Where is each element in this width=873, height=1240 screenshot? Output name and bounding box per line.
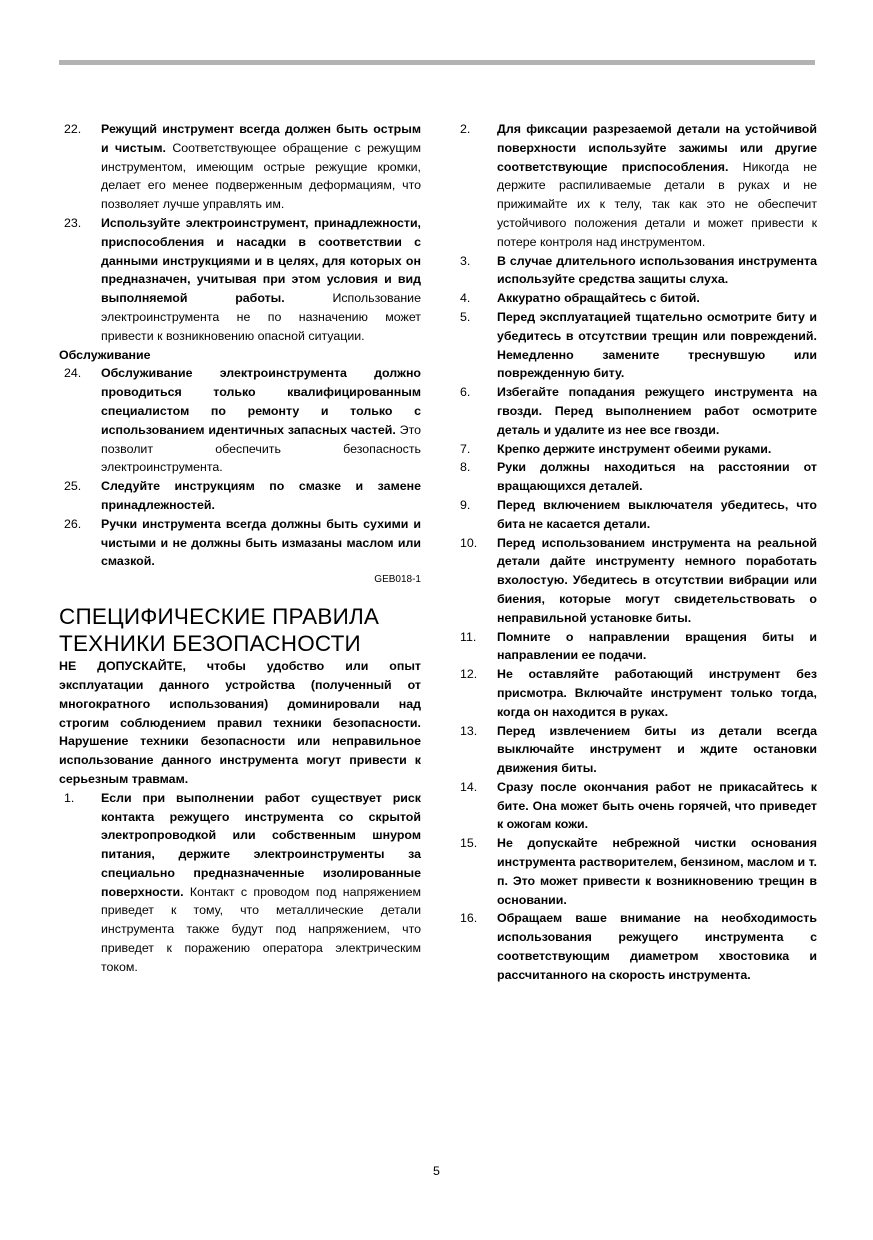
item-bold-text: Помните о направлении вращения биты и направлении ее подачи. — [497, 629, 817, 663]
item-bold-text: Избегайте попадания режущего инструмента на гвозди. Перед выполнением работ осмотрите деталь и удалите из нее все гвозди. — [497, 385, 817, 437]
item-number: 13. — [460, 723, 478, 738]
item-number: 5. — [460, 309, 471, 324]
item-bold-text: Крепко держите инструмент обеими руками. — [497, 441, 772, 456]
list-item — [455, 534, 817, 628]
item-number: 15. — [460, 836, 478, 851]
item-number: 12. — [460, 667, 478, 682]
item-bold-text: Не оставляйте работающий инструмент без присмотра. Включайте инструмент только тогда, когда он находится в руках. — [497, 667, 817, 719]
item-text — [101, 515, 421, 571]
item-normal-text: Соответствующее обращение с режущим инструментом, имеющим острые режущие кромки, делает его менее подверженным деформациям, что позволяет лучше управлять им. — [101, 140, 421, 212]
item-list-a — [59, 120, 421, 346]
item-number: 11. — [460, 629, 477, 644]
item-text — [497, 628, 817, 666]
item-normal-text: Контакт с проводом под напряжением приведет к тому, что металлические детали инструмента также будут под напряжением, что приведет к поражению оператора электрическим током. — [101, 884, 421, 974]
item-bold-text: Если при выполнении работ существует риск контакта режущего инструмента со скрытой электропроводкой или собственным шнуром питания, держите электроинструменты за специально предназначенные изолированные поверхности. — [101, 790, 421, 899]
list-item — [455, 383, 817, 439]
item-bold-text: Сразу после окончания работ не прикасайтесь к бите. Она может быть очень горячей, что приведет к ожогам кожи. — [497, 779, 817, 832]
item-number: 4. — [460, 291, 471, 306]
left-column — [59, 120, 421, 977]
list-item — [455, 496, 817, 534]
item-text — [101, 214, 421, 346]
list-item — [455, 289, 817, 308]
subheading-maintenance: Обслуживание — [59, 347, 151, 362]
item-bold-text: Не допускайте небрежной чистки основания инструмента растворителем, бензином, маслом и т. п. Это может привести к возникновению трещин в основании. — [497, 836, 817, 907]
list-item — [59, 120, 421, 214]
item-number: 1. — [64, 790, 75, 805]
list-item — [455, 440, 817, 459]
item-bold-text: Аккуратно обращайтесь с битой. — [497, 291, 700, 306]
list-item — [59, 477, 421, 515]
item-bold-text: Обслуживание электроинструмента должно проводиться только квалифицированным специалистом по ремонту и только с использованием идентичных запасных частей. — [101, 366, 421, 437]
item-text — [497, 120, 817, 252]
item-text — [497, 383, 817, 439]
item-text — [497, 252, 817, 290]
section-title-line-2: ТЕХНИКИ БЕЗОПАСНОСТИ — [59, 631, 361, 657]
list-item — [455, 834, 817, 909]
item-number: 2. — [460, 122, 471, 136]
list-item — [455, 308, 817, 383]
item-text — [497, 778, 817, 834]
item-text — [101, 364, 421, 477]
item-number: 10. — [460, 535, 478, 550]
list-item — [59, 789, 421, 977]
item-bold-text: Ручки инструмента всегда должны быть сухими и чистыми и не должны быть измазаны маслом или смазкой. — [101, 516, 421, 569]
item-number: 3. — [460, 253, 471, 268]
item-bold-text: Для фиксации разрезаемой детали на устойчивой поверхности используйте зажимы или другие соответствующие приспособления. — [497, 122, 817, 174]
item-text — [101, 477, 421, 515]
item-number: 24. — [64, 366, 82, 381]
item-number: 6. — [460, 385, 471, 400]
list-item — [59, 364, 421, 477]
section-title — [59, 603, 421, 657]
item-bold-text: Перед включением выключателя убедитесь, что бита не касается детали. — [497, 497, 817, 531]
item-number: 8. — [460, 460, 471, 475]
item-text — [497, 909, 817, 984]
list-item — [455, 778, 817, 834]
item-text — [497, 665, 817, 721]
top-rule — [59, 60, 815, 65]
intro-paragraph: НЕ ДОПУСКАЙТЕ, чтобы удобство или опыт эксплуатации данного устройства (полученный от многократного использования) доминировали над строгим соблюдением правил техники безопасности. Нарушение техники безопасности или неправильное использование данного инструмента могут привести к серьезным травмам. — [59, 659, 421, 786]
item-number: 26. — [64, 516, 82, 531]
list-item — [455, 458, 817, 496]
document-code: GEB018-1 — [374, 574, 421, 586]
list-item — [455, 628, 817, 666]
item-bold-text: В случае длительного использования инструмента используйте средства защиты слуха. — [497, 253, 817, 287]
item-normal-text: Использование электроинструмента не по назначению может привести к возникновению опасной ситуации. — [101, 291, 421, 343]
item-text — [497, 440, 817, 459]
list-item — [59, 515, 421, 571]
item-number: 7. — [460, 441, 471, 456]
item-normal-text: Это позволит обеспечить безопасность электроинструмента. — [101, 422, 422, 475]
item-normal-text: Никогда не держите распиливаемые детали в руках и не прижимайте их к телу, так как это не обеспечит устойчивого положения детали и может привести к потере контроля над инструментом. — [497, 159, 817, 249]
item-number: 14. — [460, 779, 478, 794]
list-item — [455, 722, 817, 778]
item-bold-text: Используйте электроинструмент, принадлежности, приспособления и насадки в соответствии с данными инструкциями и в целях, для которых он предназначен, учитывая при этом условия и вид выполняемой работы. — [101, 215, 421, 306]
item-number: 23. — [64, 215, 82, 230]
item-list-c — [59, 789, 421, 977]
item-text — [497, 722, 817, 778]
right-column — [455, 120, 817, 985]
item-number: 16. — [460, 911, 478, 926]
list-item — [59, 214, 421, 346]
item-number: 25. — [64, 479, 82, 494]
item-text — [497, 458, 817, 496]
list-item — [455, 252, 817, 290]
section-title-line-1: СПЕЦИФИЧЕСКИЕ ПРАВИЛА — [59, 604, 380, 630]
item-bold-text: Режущий инструмент всегда должен быть острым и чистым. — [101, 122, 421, 155]
item-bold-text: Руки должны находиться на расстоянии от вращающихся деталей. — [497, 460, 817, 494]
item-bold-text: Перед использованием инструмента на реальной детали дайте инструменту немного поработать вхолостую. Убедитесь в отсутствии вибрации или биения, которые могут свидетельствовать о неправильной установке биты. — [497, 535, 817, 625]
item-bold-text: Перед эксплуатацией тщательно осмотрите биту и убедитесь в отсутствии трещин или повреждений. Немедленно замените треснувшую или поврежденную биту. — [497, 309, 817, 381]
item-text — [497, 496, 817, 534]
list-item — [455, 120, 817, 252]
list-item — [455, 665, 817, 721]
page-number: 5 — [433, 1164, 440, 1178]
item-bold-text: Следуйте инструкциям по смазке и замене принадлежностей. — [101, 479, 421, 512]
item-number: 9. — [460, 497, 471, 512]
item-text — [497, 289, 817, 308]
list-item — [455, 909, 817, 984]
item-text — [101, 789, 421, 977]
item-text — [497, 534, 817, 628]
item-list-right — [455, 120, 817, 985]
item-text — [101, 120, 421, 214]
item-bold-text: Обращаем ваше внимание на необходимость использования режущего инструмента с соответствующим диаметром хвостовика и рассчитанного на скорость инструмента. — [497, 911, 817, 982]
item-list-b — [59, 364, 421, 571]
item-number: 22. — [64, 122, 82, 136]
item-text — [497, 834, 817, 909]
item-bold-text: Перед извлечением биты из детали всегда выключайте инструмент и ждите остановки движения биты. — [497, 723, 817, 776]
item-text — [497, 308, 817, 383]
